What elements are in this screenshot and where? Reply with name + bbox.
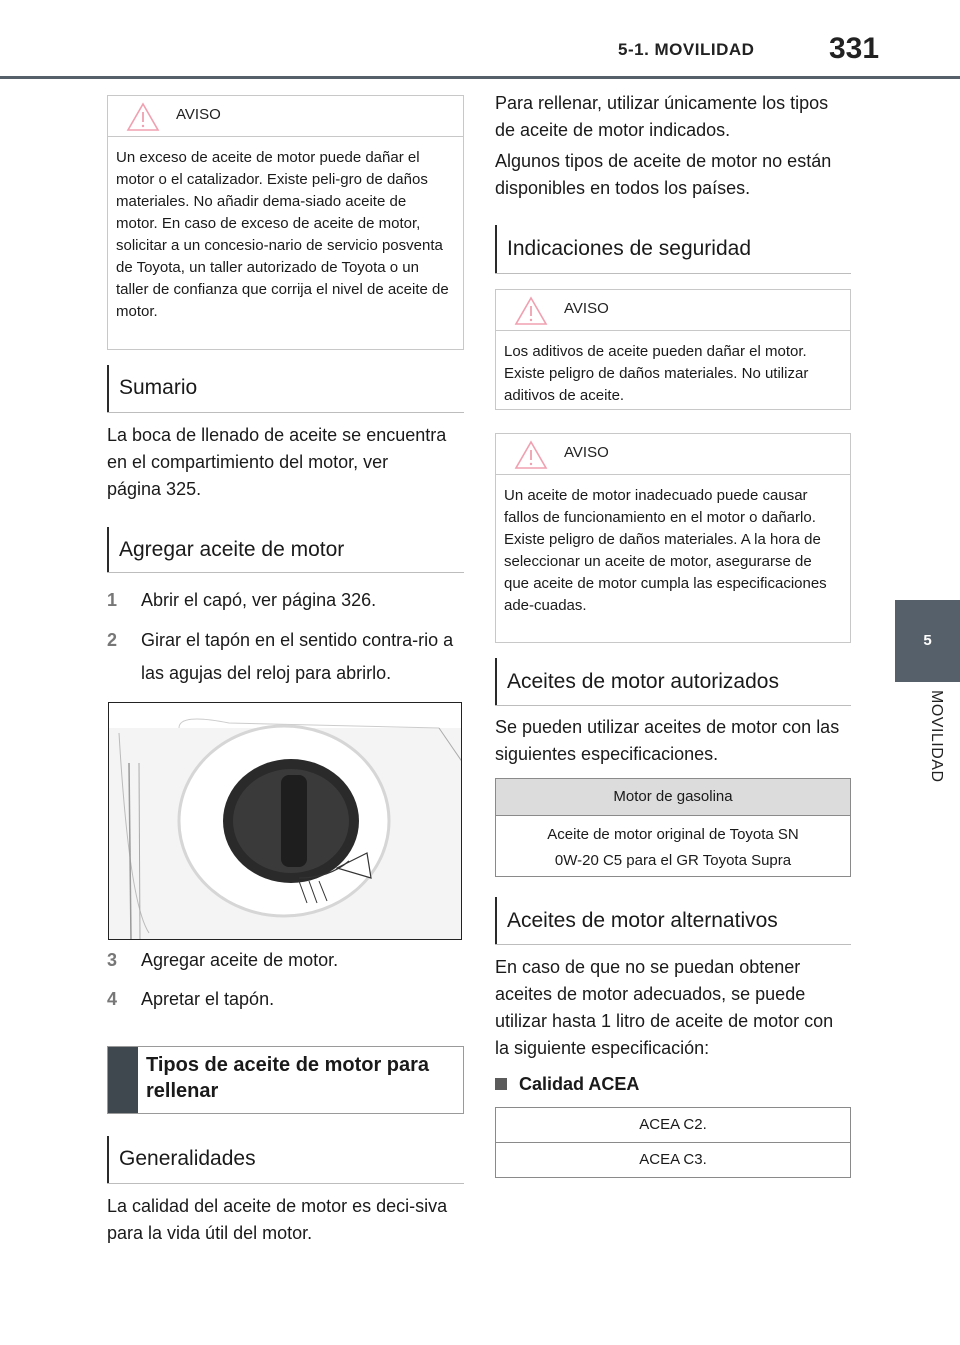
heading-autorizados <box>495 658 851 706</box>
chapter-heading-tipos <box>107 1046 464 1114</box>
oil-cap-illustration <box>108 702 462 940</box>
oil-cap-drawing <box>109 703 462 940</box>
heading-alternativos <box>495 897 851 945</box>
table-cell: ACEA C3. <box>496 1142 850 1177</box>
heading-generalidades-text: Generalidades <box>119 1147 256 1170</box>
autorizados-text: Se pueden utilizar aceites de motor con las siguientes especificaciones. <box>495 717 840 764</box>
step-4 <box>107 986 467 1014</box>
heading-bar <box>108 1047 138 1113</box>
chapter-tab[interactable]: 5 <box>895 600 960 682</box>
warning-box-unsuitable-oil <box>495 433 851 643</box>
step-number: 4 <box>107 989 118 1009</box>
heading-seguridad <box>495 225 851 274</box>
warning-label: AVISO <box>564 444 609 461</box>
table-cell-line: 0W-20 C5 para el GR Toyota Supra <box>554 852 792 869</box>
heading-seguridad-text: Indicaciones de seguridad <box>507 237 752 260</box>
warning-text: Los aditivos de aceite pueden dañar el motor. Existe peligro de daños materiales. No utilizar aditivos de aceite. <box>504 343 809 404</box>
step-3 <box>107 947 467 975</box>
heading-autorizados-text: Aceites de motor autorizados <box>507 670 779 693</box>
heading-agregar <box>107 527 464 573</box>
step-number: 3 <box>107 950 118 970</box>
warning-text: Un exceso de aceite de motor puede dañar el motor o el catalizador. Existe peli-gro de daños materiales. No añadir dema-siado aceite de motor. En caso de exceso de aceite de motor, solicitar a un concesio-nario de servicio posventa de Toyota, un taller autorizado de Toyota o un taller de confianza que corrija el nivel de aceite de motor. <box>116 149 449 320</box>
warning-box-additives <box>495 289 851 410</box>
rellenar-text-1: Para rellenar, utilizar únicamente los tipos de aceite de motor indicados. <box>495 93 829 140</box>
alternativos-text: En caso de que no se puedan obtener aceites de motor adecuados, se puede utilizar hasta 1 litro de aceite de motor con la siguiente especificación: <box>495 957 834 1058</box>
table-cell: ACEA C2. <box>639 1116 707 1133</box>
warning-text: Un aceite de motor inadecuado puede causar fallos de funcionamiento en el motor o dañarlo. Existe peligro de daños materiales. A la hora de seleccionar un aceite de motor, asegurarse de que aceite de motor cumpla las especificaciones ade-cuadas. <box>504 487 827 614</box>
bullet-calidad-acea <box>495 1071 639 1097</box>
table-cell-line: Aceite de motor original de Toyota SN <box>547 826 799 843</box>
table-cell <box>496 816 850 874</box>
heading-agregar-text: Agregar aceite de motor <box>119 538 345 561</box>
heading-alternativos-text: Aceites de motor alternativos <box>507 909 778 932</box>
step-number: 2 <box>107 630 118 650</box>
warning-label: AVISO <box>176 106 221 123</box>
warning-box-overfill <box>107 95 464 350</box>
page-number: 331 <box>829 32 880 65</box>
step-text: Abrir el capó, ver página 326. <box>141 590 377 610</box>
heading-sumario-text: Sumario <box>119 376 198 399</box>
approved-oils-table <box>495 778 851 877</box>
warning-header <box>108 96 463 137</box>
generalidades-text: La calidad del aceite de motor es deci-siva para la vida útil del motor. <box>107 1196 448 1243</box>
warning-header <box>496 434 850 475</box>
chapter-tab-label: MOVILIDAD <box>928 690 945 783</box>
warning-triangle-icon <box>514 440 548 470</box>
step-2 <box>107 624 467 684</box>
warning-triangle-icon <box>514 296 548 326</box>
sumario-text: La boca de llenado de aceite se encuentra en el compartimiento del motor, ver página 325. <box>107 425 447 499</box>
step-text: Girar el tapón en el sentido contra-rio a las agujas del reloj para abrirlo. <box>141 630 454 683</box>
heading-generalidades <box>107 1136 464 1184</box>
rellenar-text-2: Algunos tipos de aceite de motor no están disponibles en todos los países. <box>495 151 832 198</box>
warning-triangle-icon <box>126 102 160 132</box>
step-number: 1 <box>107 590 118 610</box>
step-text: Agregar aceite de motor. <box>141 950 339 970</box>
step-1 <box>107 587 467 615</box>
section-title: 5-1. MOVILIDAD <box>618 40 755 59</box>
chapter-heading-text: Tipos de aceite de motor para rellenar <box>146 1054 430 1102</box>
bullet-text: Calidad ACEA <box>519 1074 640 1094</box>
bullet-square-icon <box>495 1078 507 1090</box>
header-rule <box>0 76 960 79</box>
warning-label: AVISO <box>564 300 609 317</box>
table-header: Motor de gasolina <box>496 779 850 816</box>
acea-table <box>495 1107 851 1178</box>
step-text: Apretar el tapón. <box>141 989 275 1009</box>
heading-sumario <box>107 365 464 413</box>
warning-header <box>496 290 850 331</box>
